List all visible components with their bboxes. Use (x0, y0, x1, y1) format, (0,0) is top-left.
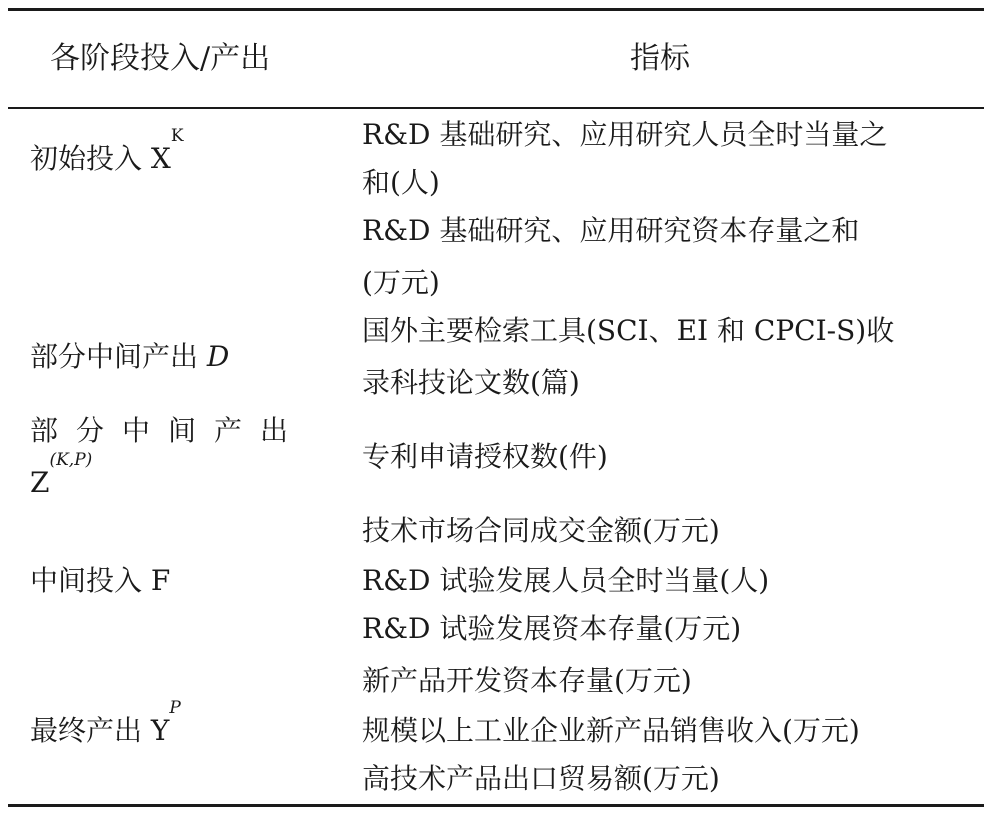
indicator-partz: 专利申请授权数(件) (362, 440, 608, 473)
indicator-middle-2: R&D 试验发展人员全时当量(人) (362, 564, 770, 597)
indicator-initial-1-line2: 和(人) (362, 166, 440, 199)
table-top-rule (8, 8, 984, 11)
stage-intermediate-input: 中间投入 F (30, 564, 171, 597)
indicator-initial-2-line2: (万元) (362, 266, 440, 299)
table-bottom-rule (8, 804, 984, 807)
indicator-final-3: 高技术产品出口贸易额(万元) (362, 762, 720, 795)
header-stage: 各阶段投入/产出 (50, 41, 271, 76)
stage-final-output: 最终产出 $Y^P$ (30, 698, 181, 747)
indicator-final-1: 新产品开发资本存量(万元) (362, 664, 692, 697)
stage-partial-output-d: 部分中间产出 D (30, 340, 230, 373)
header-indicator: 指标 (630, 41, 690, 76)
indicator-partd-line1: 国外主要检索工具(SCI、EI 和 CPCI-S)收 (362, 314, 895, 347)
indicator-initial-2-line1: R&D 基础研究、应用研究资本存量之和 (362, 214, 860, 247)
stage-partial-output-z-label: 部分中间产出 (30, 414, 307, 447)
indicator-middle-3: R&D 试验发展资本存量(万元) (362, 612, 742, 645)
stage-partial-output-z-var: $Z^{(K,P)}$ (30, 450, 93, 499)
indicator-initial-1-line1: R&D 基础研究、应用研究人员全时当量之 (362, 118, 888, 151)
indicator-final-2: 规模以上工业企业新产品销售收入(万元) (362, 714, 860, 747)
indicator-middle-1: 技术市场合同成交金额(万元) (362, 514, 720, 547)
indicator-partd-line2: 录科技论文数(篇) (362, 366, 580, 399)
stage-initial-input: 初始投入 $X^K$ (30, 126, 184, 175)
